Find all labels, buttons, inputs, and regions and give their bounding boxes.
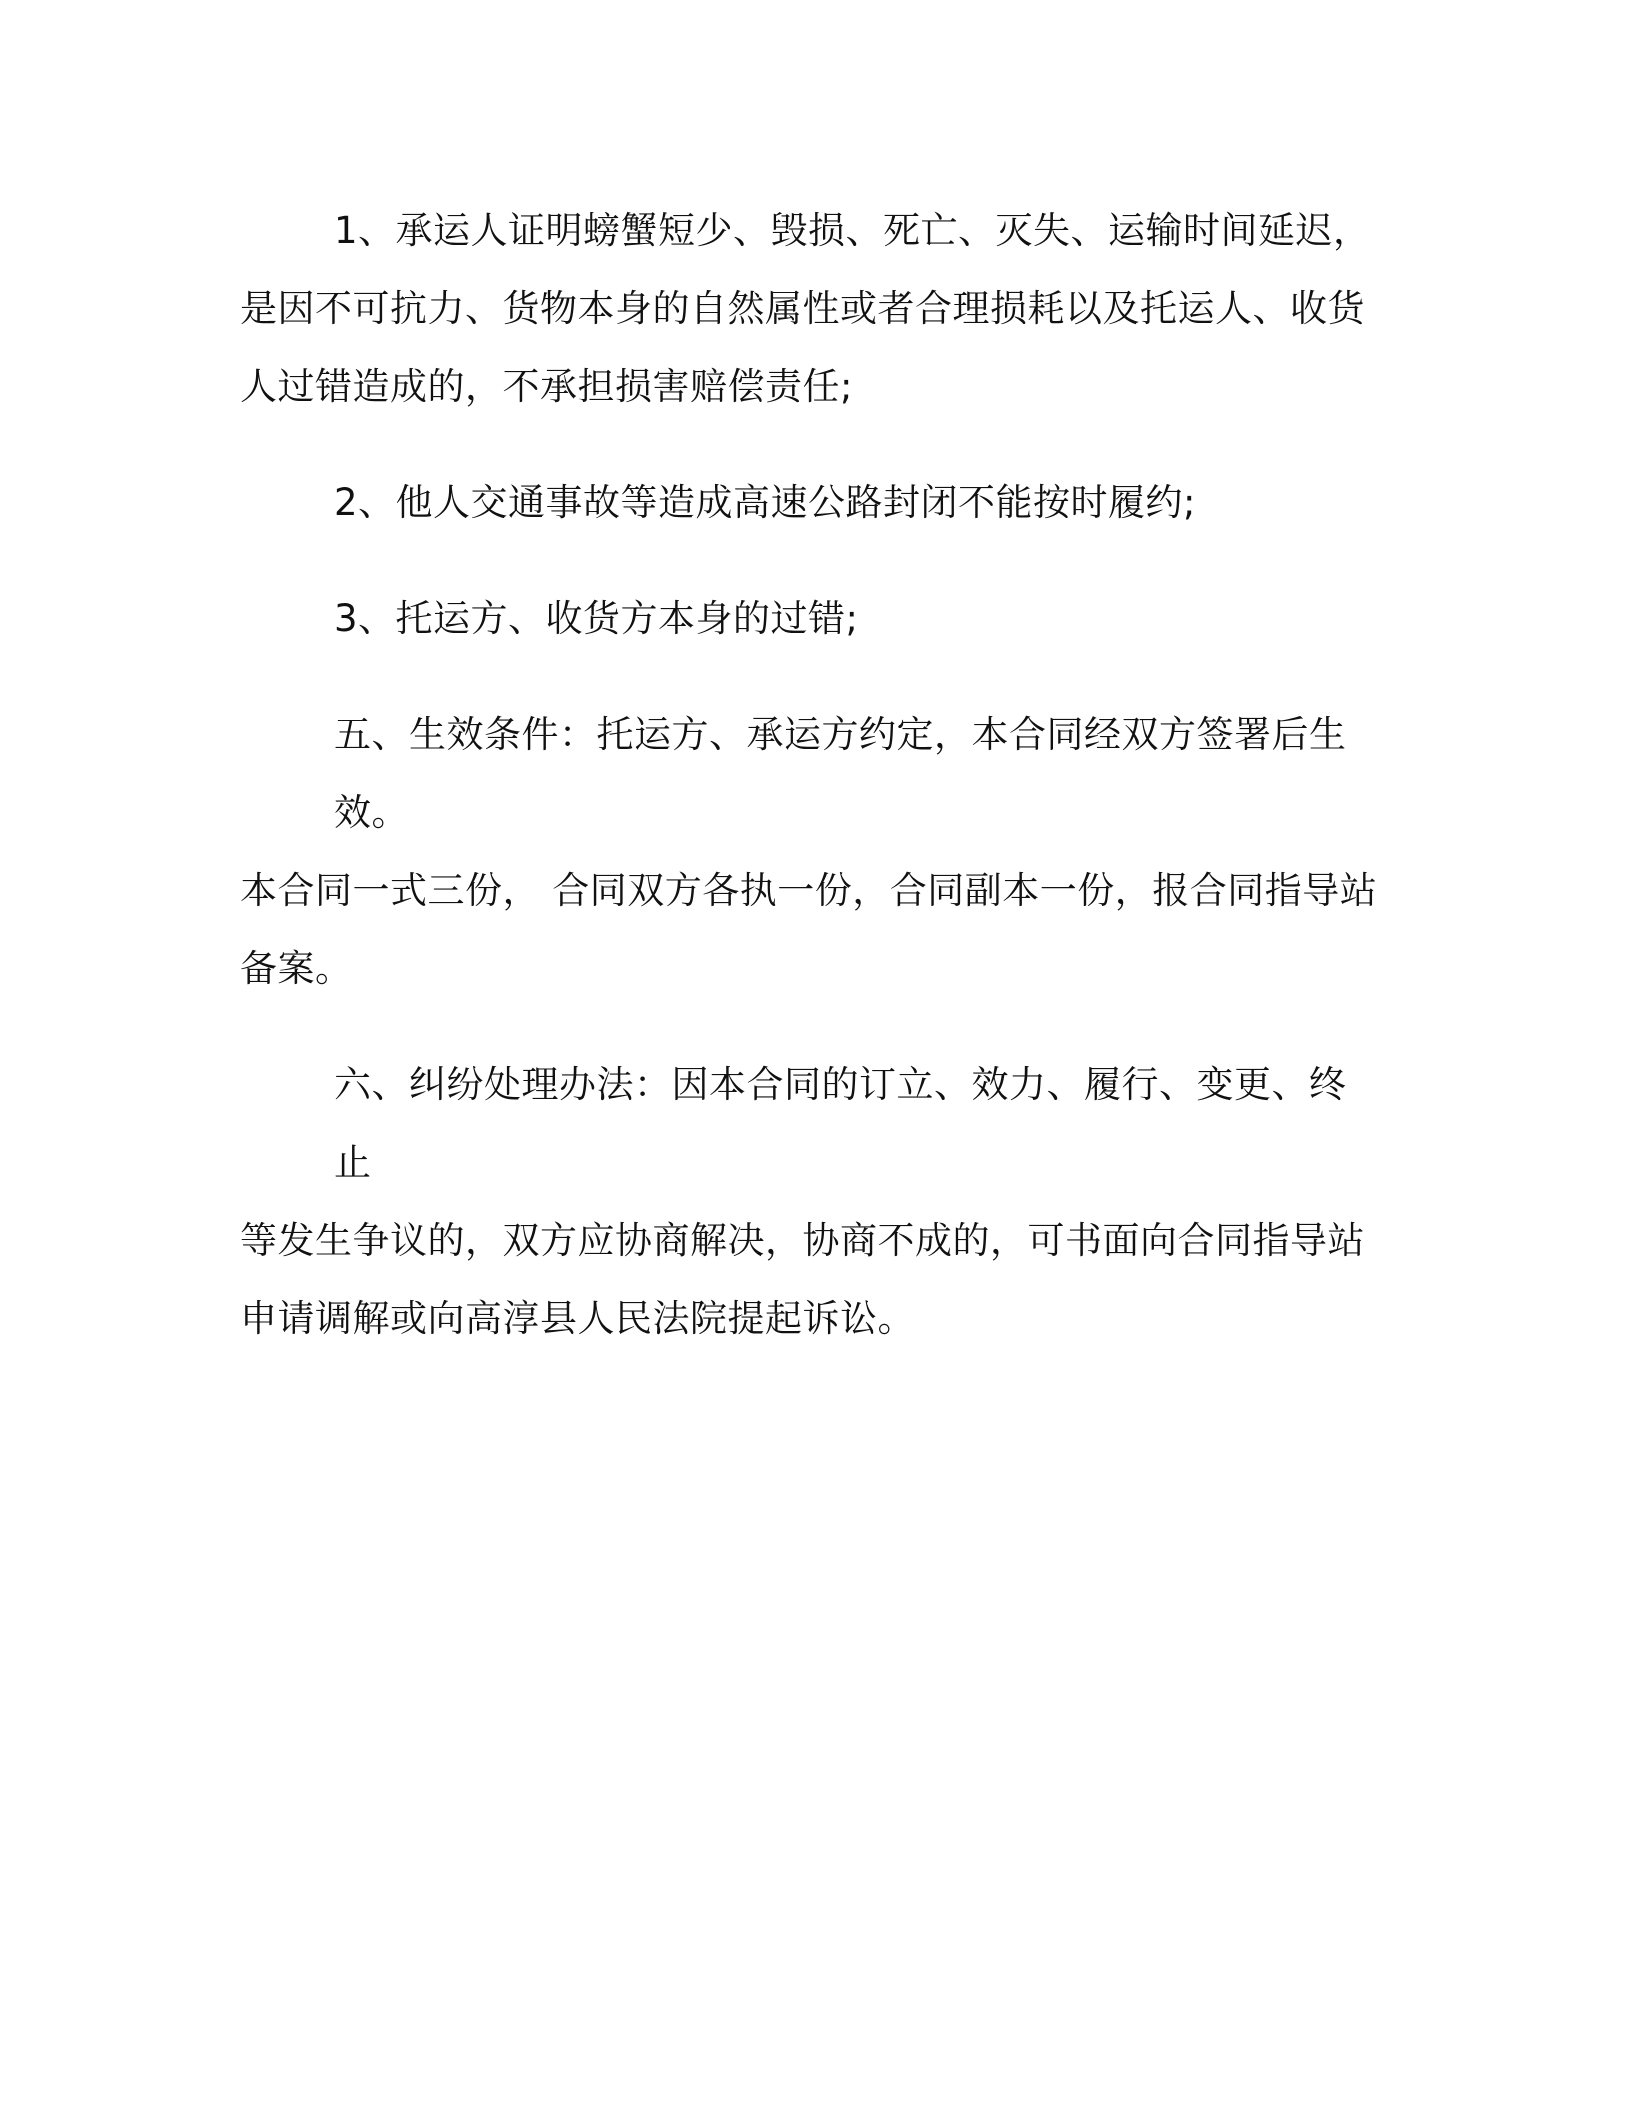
effective-conditions-paragraph <box>240 696 1380 1008</box>
clause-1-paragraph <box>240 192 1380 426</box>
clause-1-line-1: 1、承运人证明螃蟹短少、毁损、死亡、灭失、运输时间延迟， <box>334 209 1371 252</box>
dispute-resolution-line-1: 六、纠纷处理办法：因本合同的订立、效力、履行、变更、终止 <box>334 1063 1347 1184</box>
clause-3-paragraph <box>240 580 1380 658</box>
dispute-resolution-line-3: 申请调解或向高淳县人民法院提起诉讼。 <box>240 1297 915 1340</box>
clause-2-line-1: 2、他人交通事故等造成高速公路封闭不能按时履约; <box>334 481 1197 524</box>
clause-1-line-2: 是因不可抗力、货物本身的自然属性或者合理损耗以及托运人、收货 <box>240 287 1365 330</box>
effective-conditions-line-3: 备案。 <box>240 947 353 990</box>
effective-conditions-line-2: 本合同一式三份， 合同双方各执一份，合同副本一份，报合同指导站 <box>240 869 1378 912</box>
clause-1-line-3: 人过错造成的，不承担损害赔偿责任; <box>240 365 853 408</box>
effective-conditions-line-1: 五、生效条件：托运方、承运方约定，本合同经双方签署后生效。 <box>334 713 1347 834</box>
clause-3-line-1: 3、托运方、收货方本身的过错; <box>334 597 859 640</box>
dispute-resolution-paragraph <box>240 1046 1380 1358</box>
dispute-resolution-line-2: 等发生争议的，双方应协商解决，协商不成的，可书面向合同指导站 <box>240 1219 1365 1262</box>
clause-2-paragraph <box>240 464 1380 542</box>
document-body <box>240 192 1380 1396</box>
